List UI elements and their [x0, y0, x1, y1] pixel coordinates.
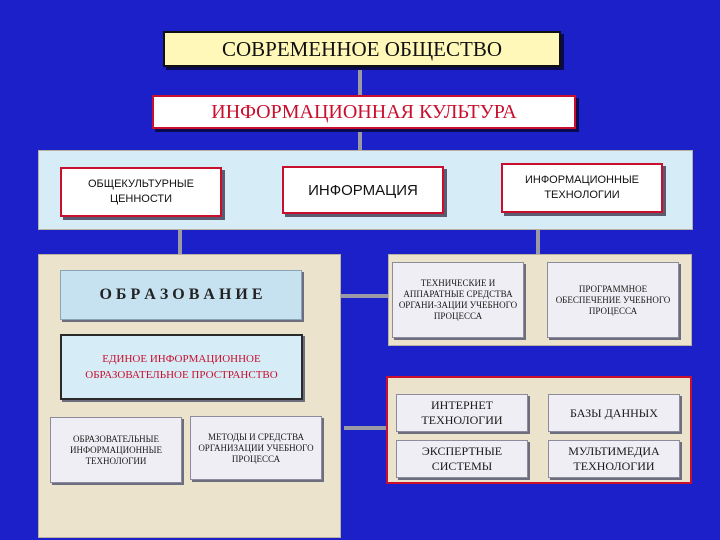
unified-space-label: ЕДИНОЕ ИНФОРМАЦИОННОЕ ОБРАЗОВАТЕЛЬНОЕ ПРОСТРАНСТВО — [85, 353, 278, 381]
connector-top — [358, 63, 362, 97]
multimedia-box — [548, 440, 680, 478]
tech-means-box — [392, 262, 524, 338]
databases-label: БАЗЫ ДАННЫХ — [570, 405, 658, 420]
internet-box — [396, 394, 528, 432]
modern-society-label: СОВРЕМЕННОЕ ОБЩЕСТВО — [221, 36, 502, 61]
information-label: ИНФОРМАЦИЯ — [308, 181, 418, 199]
expert-label: ЭКСПЕРТНЫЕ СИСТЕМЫ — [421, 444, 503, 473]
education-label: О Б Р А З О В А Н И Е — [99, 286, 263, 303]
education-box — [60, 270, 302, 320]
information-box — [282, 166, 444, 214]
internet-label: ИНТЕРНЕТ ТЕХНОЛОГИИ — [421, 398, 503, 427]
edu-it-label: ОБРАЗОВАТЕЛЬНЫЕ ИНФОРМАЦИОННЫЕ ТЕХНОЛОГИИ — [69, 433, 163, 466]
values-label: ОБЩЕКУЛЬТУРНЫЕ ЦЕННОСТИ — [88, 178, 194, 205]
connector-left-panel — [178, 228, 182, 254]
tech-means-label: ТЕХНИЧЕСКИЕ И АППАРАТНЫЕ СРЕДСТВА ОРГАНИ-ЗАЦИИ УЧЕБНОГО ПРОЦЕССА — [398, 278, 518, 321]
connector-tech-horizontal — [340, 294, 390, 298]
it-label: ИНФОРМАЦИОННЫЕ ТЕХНОЛОГИИ — [524, 174, 640, 201]
software-box — [547, 262, 679, 338]
information-culture-box — [152, 95, 576, 129]
edu-it-box — [50, 417, 182, 483]
unified-space-box — [60, 334, 303, 400]
values-box — [60, 167, 222, 217]
connector-culture — [358, 127, 362, 151]
methods-label: МЕТОДЫ И СРЕДСТВА ОРГАНИЗАЦИИ УЧЕБНОГО ПРОЦЕССА — [198, 431, 314, 464]
information-culture-label: ИНФОРМАЦИОННАЯ КУЛЬТУРА — [211, 100, 517, 123]
multimedia-label: МУЛЬТИМЕДИА ТЕХНОЛОГИИ — [568, 444, 660, 473]
methods-box — [190, 416, 322, 480]
connector-middle-horizontal — [344, 426, 388, 430]
software-label: ПРОГРАММНОЕ ОБЕСПЕЧЕНИЕ УЧЕБНОГО ПРОЦЕССА — [555, 283, 671, 316]
modern-society-box — [163, 31, 561, 67]
expert-box — [396, 440, 528, 478]
databases-box — [548, 394, 680, 432]
it-box — [501, 163, 663, 213]
